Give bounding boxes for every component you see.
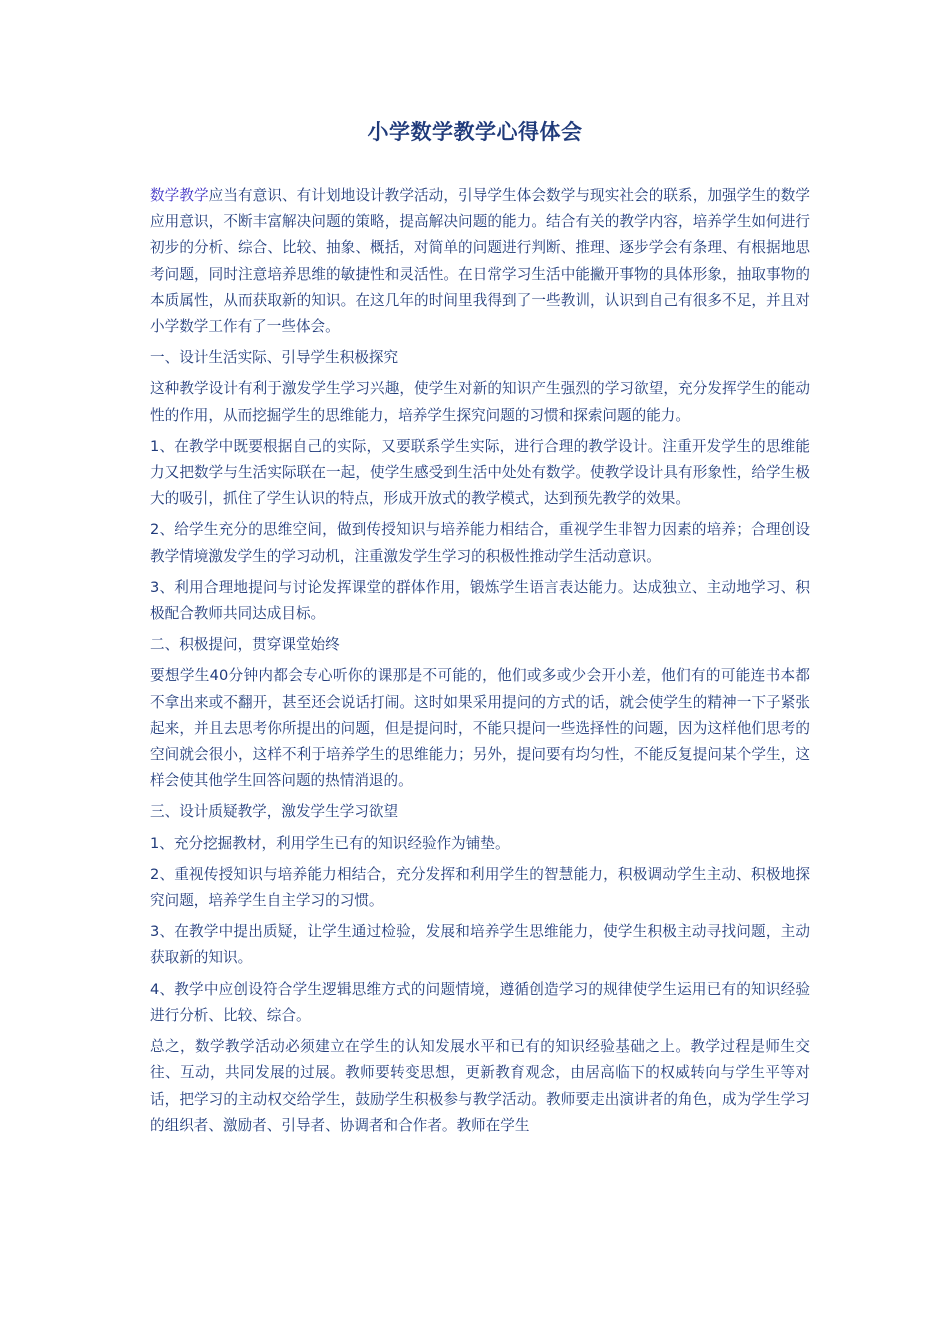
paragraph: 要想学生40分钟内都会专心听你的课那是不可能的，他们或多或少会开小差，他们有的可能连书本都不拿出来或不翻开，甚至还会说话打闹。这时如果采用提问的方式的话，就会使学生的精神一下子紧张起来，并且去思考你所提出的问题，但是提问时，不能只提问一些选择性的问题，因为这样他们思考的空间就会很小，这样不利于培养学生的思维能力；另外，提问要有均匀性，不能反复提问某个学生，这样会使其他学生回答问题的热情消退的。 [150,667,810,790]
list-item-3: 3、利用合理地提问与讨论发挥课堂的群体作用，锻炼学生语言表达能力。达成独立、主动地学习、积极配合教师共同达成目标。 [150,578,810,623]
intro-link[interactable]: 数学教学 [150,187,209,204]
conclusion-paragraph: 总之，数学教学活动必须建立在学生的认知发展水平和已有的知识经验基础之上。教学过程是师生交往、互动，共同发展的过展。教师要转变思想，更新教育观念，由居高临下的权威转向与学生平等对话，把学习的主动权交给学生，鼓励学生积极参与教学活动。教师要走出演讲者的角色，成为学生学习的组织者、激励者、引导者、协调者和合作者。教师在学生 [150,1038,810,1134]
section-heading-3: 三、设计质疑教学，激发学生学习欲望 [150,803,399,821]
section-heading-2: 二、积极提问，贯穿课堂始终 [150,636,340,654]
document-body [150,183,810,1144]
list-item-1: 1、在教学中既要根据自己的实际，又要联系学生实际，进行合理的教学设计。注重开发学生的思维能力又把数学与生活实际联在一起，使学生感受到生活中处处有数学。使教学设计具有形象性，给学生极大的吸引，抓住了学生认识的特点，形成开放式的教学模式，达到预先教学的效果。 [150,437,810,508]
section-heading-1: 一、设计生活实际、引导学生积极探究 [150,349,399,367]
list-item-4: 4、教学中应创设符合学生逻辑思维方式的问题情境，遵循创造学习的规律使学生运用已有的知识经验进行分析、比较、综合。 [150,980,810,1024]
list-item-3: 3、在教学中提出质疑，让学生通过检验，发展和培养学生思维能力，使学生积极主动寻找问题，主动获取新的知识。 [150,923,810,967]
intro-paragraph [150,183,810,340]
intro-text: 应当有意识、有计划地设计教学活动，引导学生体会数学与现实社会的联系，加强学生的数学应用意识，不断丰富解决问题的策略，提高解决问题的能力。结合有关的教学内容，培养学生如何进行初步的分析、综合、比较、抽象、概括，对简单的问题进行判断、推理、逐步学会有条理、有根据地思考问题，同时注意培养思维的敏捷性和灵活性。在日常学习生活中能撇开事物的具体形象，抽取事物的本质属性，从而获取新的知识。在这几年的时间里我得到了一些教训，认识到自己有很多不足，并且对小学数学工作有了一些体会。 [150,187,810,336]
list-item-2: 2、给学生充分的思维空间，做到传授知识与培养能力相结合，重视学生非智力因素的培养；合理创设教学情境激发学生的学习动机，注重激发学生学习的积极性推动学生活动意识。 [150,521,810,565]
list-item-1: 1、充分挖掘教材，利用学生已有的知识经验作为铺垫。 [150,834,510,852]
document-title: 小学数学教学心得体会 [367,120,583,144]
list-item-2: 2、重视传授知识与培养能力相结合，充分发挥和利用学生的智慧能力，积极调动学生主动、积极地探究问题，培养学生自主学习的习惯。 [150,865,810,910]
paragraph: 这种教学设计有利于激发学生学习兴趣，使学生对新的知识产生强烈的学习欲望，充分发挥学生的能动性的作用，从而挖掘学生的思维能力，培养学生探究问题的习惯和探索问题的能力。 [150,380,810,424]
